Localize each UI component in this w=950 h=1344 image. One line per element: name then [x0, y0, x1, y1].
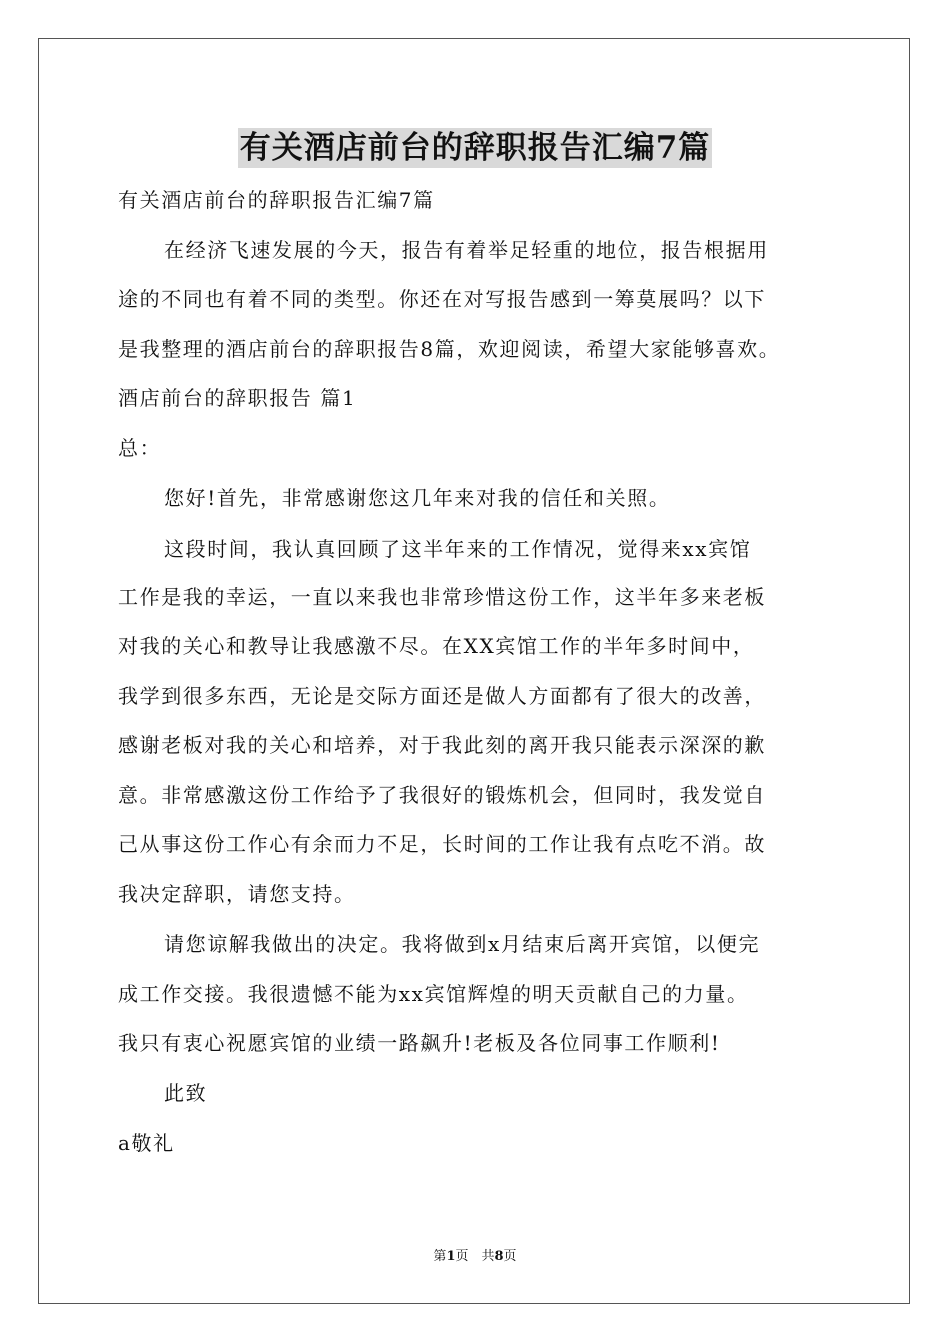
closing-regards: a敬礼	[118, 1131, 175, 1155]
page-border	[38, 38, 910, 1304]
section-heading: 酒店前台的辞职报告 篇1	[118, 386, 357, 410]
paragraph-line: 工作是我的幸运，一直以来我也非常珍惜这份工作，这半年多来老板	[118, 585, 766, 609]
paragraph-line: 成工作交接。我很遗憾不能为xx宾馆辉煌的明天贡献自己的力量。	[118, 982, 749, 1006]
paragraph-line: 我学到很多东西，无论是交际方面还是做人方面都有了很大的改善，	[118, 684, 766, 708]
paragraph-line: 对我的关心和教导让我感激不尽。在XX宾馆工作的半年多时间中，	[118, 634, 755, 658]
salutation: 总：	[118, 436, 162, 460]
footer-mid: 页 共	[455, 1249, 495, 1264]
footer-suffix: 页	[503, 1249, 517, 1264]
document-subtitle: 有关酒店前台的辞职报告汇编7篇	[118, 188, 435, 212]
paragraph-line: 途的不同也有着不同的类型。你还在对写报告感到一筹莫展吗？以下	[118, 287, 766, 311]
document-title: 有关酒店前台的辞职报告汇编7篇	[239, 130, 711, 166]
paragraph-line: 意。非常感激这份工作给予了我很好的锻炼机会，但同时，我发觉自	[118, 783, 766, 807]
paragraph-line: 请您谅解我做出的决定。我将做到x月结束后离开宾馆，以便完	[164, 932, 761, 956]
paragraph-line: 您好!首先，非常感谢您这几年来对我的信任和关照。	[164, 486, 671, 510]
page-footer	[0, 1248, 950, 1266]
paragraph-line: 这段时间，我认真回顾了这半年来的工作情况，觉得来xx宾馆	[164, 537, 752, 561]
paragraph-line: 己从事这份工作心有余而力不足，长时间的工作让我有点吃不消。故	[118, 832, 766, 856]
footer-total-pages: 8	[494, 1249, 504, 1264]
paragraph-line: 我只有衷心祝愿宾馆的业绩一路飙升!老板及各位同事工作顺利!	[118, 1031, 721, 1055]
paragraph-line: 感谢老板对我的关心和培养，对于我此刻的离开我只能表示深深的歉	[118, 733, 766, 757]
title-container	[0, 128, 950, 168]
paragraph-line: 我决定辞职，请您支持。	[118, 882, 356, 906]
paragraph-line: 在经济飞速发展的今天，报告有着举足轻重的地位，报告根据用	[164, 238, 769, 262]
closing-line: 此致	[164, 1081, 208, 1105]
paragraph-line: 是我整理的酒店前台的辞职报告8篇，欢迎阅读，希望大家能够喜欢。	[118, 337, 781, 361]
footer-prefix: 第	[433, 1249, 447, 1264]
footer-current-page: 1	[446, 1249, 456, 1264]
